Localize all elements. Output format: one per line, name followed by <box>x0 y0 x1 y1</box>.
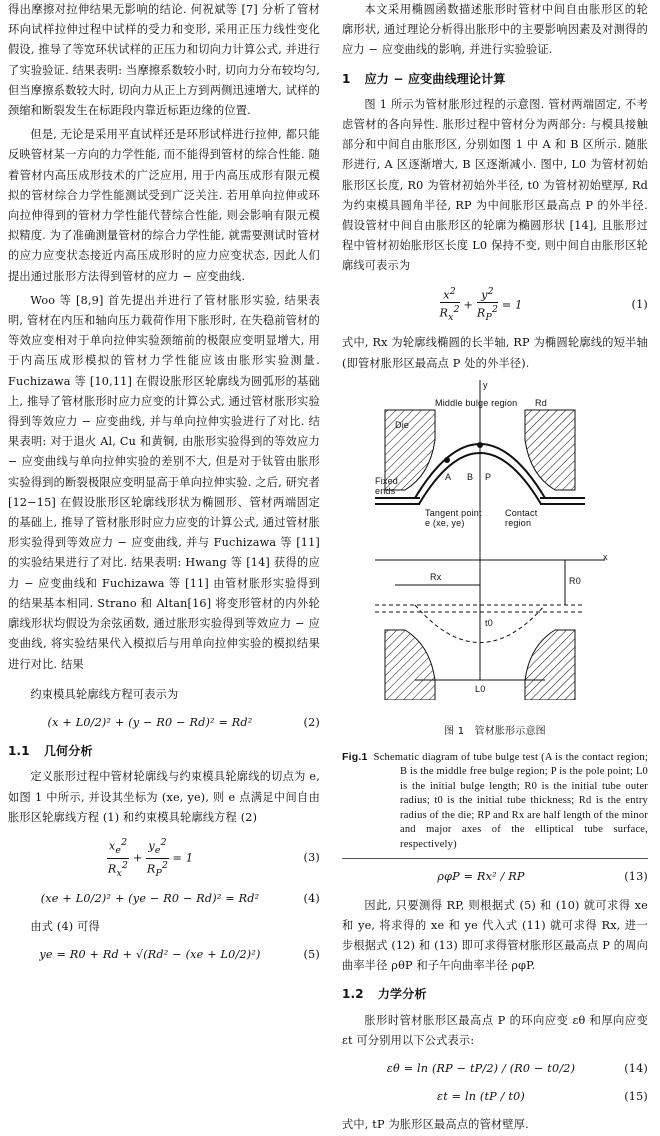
die-right-bottom <box>525 630 575 700</box>
divider <box>342 858 648 859</box>
paragraph: Woo 等 [8,9] 首先提出并进行了管材胀形实验, 结果表明, 管材在内压和轴向压力载荷作用下胀形时, 在失稳前管材的等效应变相对于单向拉伸实验颈缩前的极限应变明显增大, 用于内高压成形模拟的管材力学性能应该由胀形实验测量. Fuchizawa 等 [10,11] 在假设胀形区轮廓线为圆弧形的基础上, 推导了管材胀形时应力应变的计算公式, 通过管材胀形实验得到等效应力 − 应变曲线, 并与单向拉伸实验进行了对比. 结果表明: 对于退火 Al, Cu 和黄铜, 由胀形实验得到的等效应力 − 应变曲线与单向拉伸实验的差别不大, 但是对于钛管由胀形实验得到的断裂极限应变明显高于单向拉伸实验. 之后, 研究者 [12−15] 在假设胀形区轮廓线形状为椭圆形、管材两端固定的基础上, 推导了管材胀形时应力应变的计算公式, 通过管材胀形实验得到等效应力 − 应变曲线, 并与 Fuchizawa 等 [11] 的实验结果进行了对比. 结果表明: Hwang 等 [14] 获得的应力 − 应变曲线和 Fuchizawa 等 [11] 由管材胀形实验得到的结果基本相同. Strano 和 Altan[16] 将变形管材的内外轮廓线形状均假设为余弦函数, 通过胀形实验得到等效应力 − 应变曲线, 将实验结果代入模拟后与用单向拉伸实验的模拟结果进行对比. 结果 <box>8 293 320 671</box>
paragraph: 但是, 无论是采用平直试样还是环形试样进行拉伸, 都只能反映管材某一方向的力学性能, 而不能得到管材的综合性能. 随着管材内高压成形技术的广泛应用, 用于内高压成形有限元模拟的管材综合力学性能测试受到广泛关注. 若用单向拉伸或环向拉伸得到的管材力学性能代替综合性能, 则会影响有限元模拟精度. 为了准确测量管材的综合力学性能, 就需要测试时管材的应力应变状态接近内高压成形时的应力应变状态, 因此人们提出通过胀形方法得到管材的应力 − 应变曲线. <box>8 128 320 283</box>
tangent-point-label: Tangent point e (xe, ye) <box>425 507 482 528</box>
left-column <box>8 0 320 973</box>
equation-15: εt = ln (tP / t0) (15) <box>437 1090 648 1104</box>
rx-label: Rx <box>430 571 442 582</box>
paragraph: 定义胀形过程中管材轮廓线与约束模具轮廓线的切点为 e, 如图 1 中所示, 并设其坐标为 (xe, ye), 则 e 点满足中间自由胀形区轮廓线方程 (1) 和约束模具轮廓线方程 (2) <box>8 770 320 824</box>
figure-caption: Fig.1 Schematic diagram of tube bulge test (A is the contact region; B is the middle free bulge region; P is the pole point; L0 is the initial bulge length; R0 is the initial tube outer radius; t0 is the initial tube thickness; Rd is the entry radius of the die; RP and Rx are half length of the minor and major axes of the elliptical tube surface, respectively) <box>342 750 649 850</box>
right-column <box>342 0 648 1136</box>
r0-label: R0 <box>569 575 581 586</box>
paragraph: 因此, 只要测得 RP, 则根据式 (5) 和 (10) 就可求得 xe 和 ye, 将求得的 xe 和 ye 代入式 (11) 就可求得 Rx, 进一步根据式 (12) 和 (13) 即可求得管材胀形区最高点 P 的周向曲率半径 ρθP 和子午向曲率半径 ρφP. <box>342 898 648 973</box>
l0-label: L0 <box>475 683 486 694</box>
equation-13: ρφP = Rx² / RP (13) <box>437 870 648 884</box>
paragraph: 图 1 所示为管材胀形过程的示意图. 管材两端固定, 不考虑管材的各向异性. 胀形过程中管材分为两部分: 与模具接触部分和中间自由胀形区, 分别如图 1 中 A 和 B 区所示. 随胀形进行, A 区逐渐增大, B 区逐渐减小. 图中, L0 为管材初始胀形区长度, R0 为管材初始外半径, t0 为管材初始壁厚, Rd 为约束模具圆角半径, RP 为中间胀形区最高点 P 的外半径. 假设管材中间自由胀形区的轮廓为椭圆形状 [14], 且胀形过程中管材初始胀形区长度 L0 保持不变, 则中间自由胀形区轮廓线可表示为 <box>342 97 648 273</box>
section-heading: 1.1 几何分析 <box>8 744 93 759</box>
paragraph: 式中, Rx 为轮廓线椭圆的长半轴, RP 为椭圆轮廓线的短半轴 (即管材胀形区最高点 P 处的外半径). <box>342 336 648 370</box>
section-heading: 1.2 力学分析 <box>342 987 427 1002</box>
paragraph: 胀形时管材胀形区最高点 P 的环向应变 εθ 和厚向应变 εt 可分别用以下公式表示: <box>342 1013 648 1047</box>
tube-bulge-diagram <box>375 380 615 700</box>
y-axis-label: y <box>483 379 488 390</box>
middle-bulge-label: Middle bulge region <box>435 397 518 408</box>
equation-3: $\frac{x_e^2}{R_x^2}$ + $\frac{y_e^2}{R_P^2}$ = 1 (3) <box>107 836 320 879</box>
die-label: Die <box>395 419 410 430</box>
tube-bulge-figure <box>375 380 615 720</box>
contact-region-label: Contact region <box>505 507 538 528</box>
equation-4: (xe + L0/2)² + (ye − R0 − Rd)² = Rd² (4) <box>40 891 320 905</box>
die-left-bottom <box>385 630 435 700</box>
region-a-label: A <box>445 471 452 482</box>
equation-1: $\frac{x^2}{R_x^2}$ + $\frac{y^2}{R_P^2}$ = 1 (1) <box>439 285 648 324</box>
x-axis-label: x <box>603 551 608 562</box>
paragraph: 式中, tP 为胀形区最高点的管材壁厚. <box>342 1118 529 1132</box>
paragraph: 得出摩擦对拉伸结果无影响的结论. 何祝斌等 [7] 分析了管材环向试样拉伸过程中试样的受力和变形, 采用正压力线性变化假设, 推导了等宽环状试样的正压力和切向力计算公式, 并进行了实验验证. 结果表明: 当摩擦系数较小时, 切向力分布较均匀, 但当摩擦系数较大时, 切向力从正上方到两侧迅速增大, 试样的颈缩和断裂发生在标距段内靠近标距边缘的位置. <box>8 3 320 118</box>
point-p-label: P <box>485 471 492 482</box>
rd-label: Rd <box>535 397 547 408</box>
fixed-ends-label: Fixed ends <box>375 475 399 496</box>
section-heading: 1 应力 − 应变曲线理论计算 <box>342 71 506 86</box>
figure-title: 图 1 管材胀形示意图 <box>444 725 546 737</box>
paragraph: 约束模具轮廓线方程可表示为 <box>30 687 179 701</box>
equation-2: (x + L0/2)² + (y − R0 − Rd)² = Rd² (2) <box>47 715 320 729</box>
t0-label: t0 <box>485 617 493 628</box>
paragraph: 本文采用椭圆函数描述胀形时管材中间自由胀形区的轮廓形状, 通过理论分析得出胀形中的主要影响因素及对测得的应力 − 应变曲线的影响, 并进行实验验证. <box>342 3 648 57</box>
equation-5: ye = R0 + Rd + √(Rd² − (xe + L0/2)²) (5) <box>39 948 320 962</box>
region-b-label: B <box>467 471 474 482</box>
equation-14: εθ = ln (RP − tP/2) / (R0 − t0/2) (14) <box>386 1062 648 1076</box>
paragraph: 由式 (4) 可得 <box>30 920 100 934</box>
